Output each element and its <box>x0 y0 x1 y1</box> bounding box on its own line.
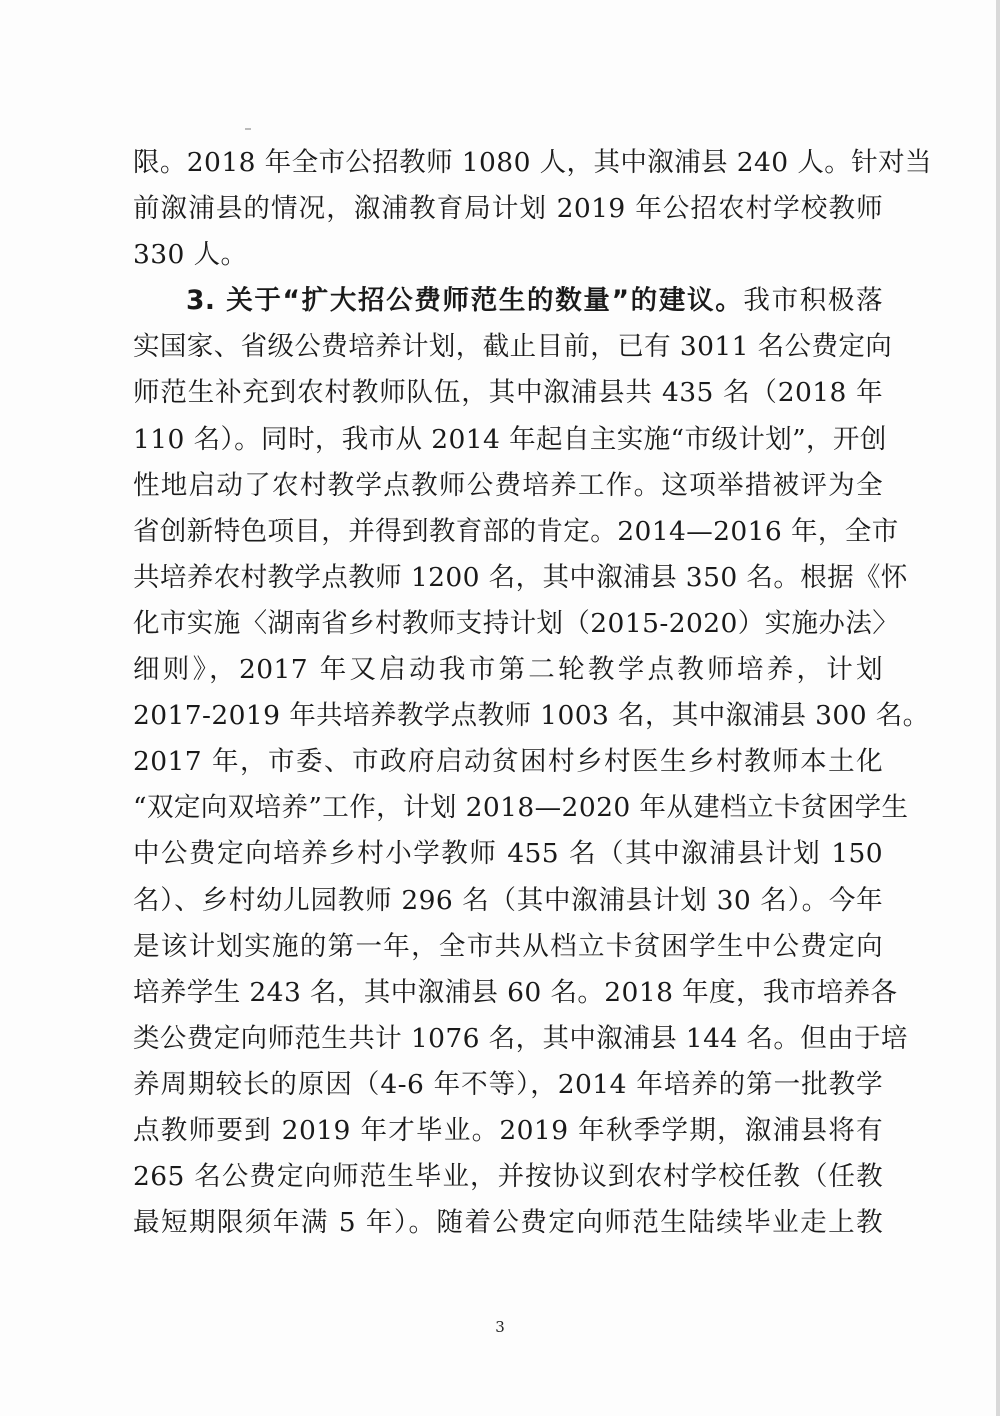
text-line: 中公费定向培养乡村小学教师 455 名（其中溆浦县计划 150 <box>133 838 883 870</box>
text-line: 养周期较长的原因（4-6 年不等），2014 年培养的第一批教学 <box>133 1068 883 1100</box>
text-line: 2017 年，市委、市政府启动贫困村乡村医生乡村教师本土化 <box>133 746 883 778</box>
document-body <box>133 140 932 1246</box>
text-line: 110 名）。同时，我市从 2014 年起自主实施“市级计划”，开创 <box>133 423 887 455</box>
text-line: 共培养农村教学点教师 1200 名，其中溆浦县 350 名。根据《怀 <box>133 561 908 593</box>
heading-line-rest: 我市积极落 <box>743 285 883 317</box>
section-heading: 3. 关于“扩大招公费师范生的数量”的建议。 <box>186 285 744 317</box>
text-line: 2017-2019 年共培养教学点教师 1003 名，其中溆浦县 300 名。 <box>133 700 930 732</box>
text-line: 前溆浦县的情况，溆浦教育局计划 2019 年公招农村学校教师 <box>133 193 883 225</box>
scan-edge-shadow <box>996 0 1000 1416</box>
text-line: 最短期限须年满 5 年）。随着公费定向师范生陆续毕业走上教 <box>133 1207 883 1239</box>
scan-speck <box>245 128 251 130</box>
text-line: 265 名公费定向师范生毕业，并按协议到农村学校任教（任教 <box>133 1161 883 1193</box>
text-line: 330 人。 <box>133 239 248 271</box>
text-line: 限。2018 年全市公招教师 1080 人，其中溆浦县 240 人。针对当 <box>133 147 932 178</box>
text-line: 是该计划实施的第一年，全市共从档立卡贫困学生中公费定向 <box>133 930 883 962</box>
page-number: 3 <box>495 1318 505 1336</box>
text-line: 性地启动了农村教学点教师公费培养工作。这项举措被评为全 <box>133 469 883 501</box>
text-line: 名）、乡村幼儿园教师 296 名（其中溆浦县计划 30 名）。今年 <box>133 884 883 916</box>
text-line: 培养学生 243 名，其中溆浦县 60 名。2018 年度，我市培养各 <box>133 976 898 1008</box>
heading-line <box>133 278 883 324</box>
text-line: “双定向双培养”工作，计划 2018—2020 年从建档立卡贫困学生 <box>133 792 909 824</box>
text-line: 省创新特色项目，并得到教育部的肯定。2014—2016 年，全市 <box>133 515 899 547</box>
text-line: 类公费定向师范生共计 1076 名，其中溆浦县 144 名。但由于培 <box>133 1022 908 1054</box>
text-line: 实国家、省级公费培养计划，截止目前，已有 3011 名公费定向 <box>133 331 893 363</box>
text-line: 师范生补充到农村教师队伍，其中溆浦县共 435 名（2018 年 <box>133 377 883 409</box>
text-line: 细则》，2017 年又启动我市第二轮教学点教师培养，计划 <box>133 654 883 686</box>
text-line: 点教师要到 2019 年才毕业。2019 年秋季学期，溆浦县将有 <box>133 1114 883 1146</box>
text-line: 化市实施〈湖南省乡村教师支持计划（2015-2020）实施办法〉 <box>133 607 900 639</box>
